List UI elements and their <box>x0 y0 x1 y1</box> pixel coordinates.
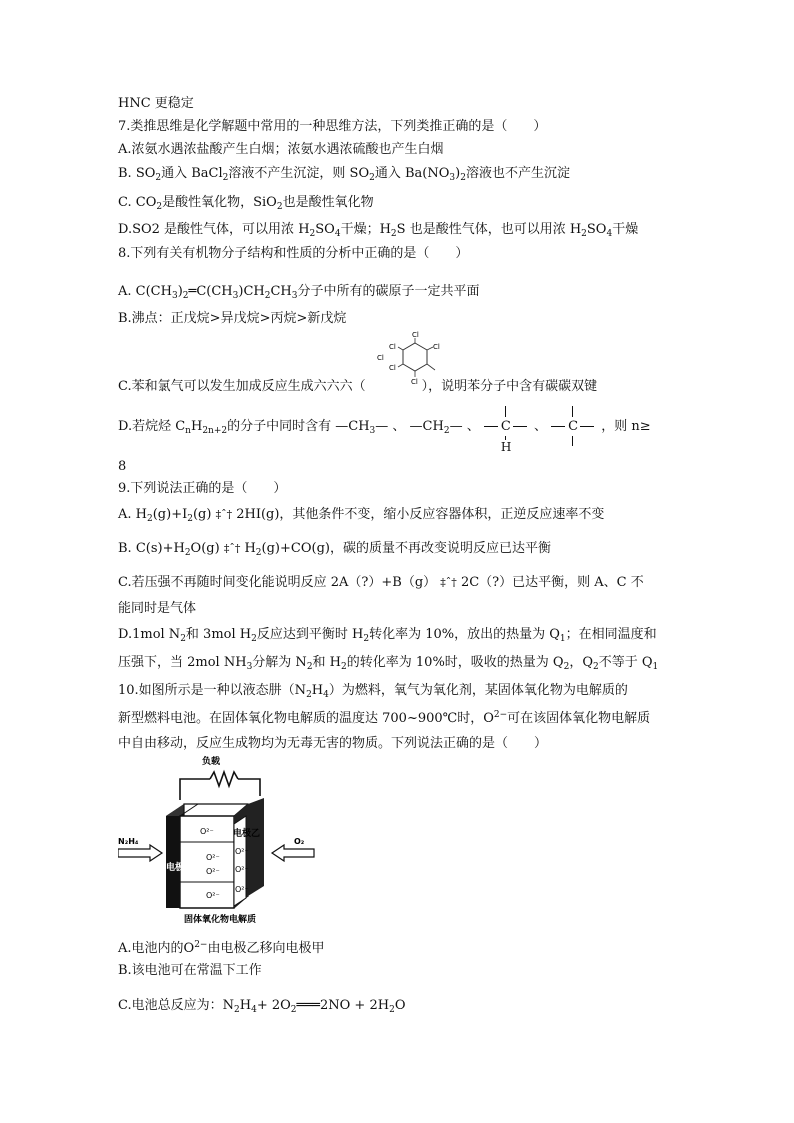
chlorine-label: Cl <box>411 378 418 386</box>
q8-stem: 8.下列有关有机物分子结构和性质的分析中正确的是（ ） <box>118 246 469 261</box>
q9-option-c-cont: 能同时是气体 <box>118 601 197 616</box>
ion-label: O²⁻ <box>235 847 249 856</box>
q8-option-d: D.若烷烃 $C_nH_{2n+2}$的分子中同时含有 $—CH_3—$ 、 $—CH_2—$ 、 C H 、 C ，则 n≥ <box>118 418 651 436</box>
q9-option-c: C.若压强不再随时间变化能说明反应 2A（?）+B（g） ‡ˆ† 2C（?）已达平衡，则 A、C 不 <box>118 575 644 590</box>
q9-stem: 9.下列说法正确的是（ ） <box>118 481 287 496</box>
fuel-cell-diagram <box>118 752 318 924</box>
q10-stem-line3: 中自由移动，反应生成物均为无毒无害的物质。下列说法正确的是（ ） <box>118 736 548 751</box>
electrode-b-label: 电极乙 <box>233 829 261 839</box>
electrolyte-caption: 固体氧化物电解质 <box>184 915 257 924</box>
quaternary-carbon-group: C <box>551 418 597 436</box>
chlorine-label: Cl <box>412 331 419 339</box>
q10-option-c: C.电池总反应为：$N_2H_4+$ $2O_2═══2NO + 2H_2O$ <box>118 998 406 1015</box>
q7-option-b: B. $SO_2$通入 BaCl$_2$溶液不产生沉淀，则 $SO_2$通入 $Ba(NO_3)_2$溶液也不产生沉淀 <box>118 166 570 183</box>
q8-option-b: B.沸点：正戊烷>异戊烷>丙烷>新戊烷 <box>118 311 347 326</box>
fuel-label: N₂H₄ <box>118 837 139 846</box>
q10-stem: 10.如图所示是一种以液态肼$(N_2H_4)$为燃料，氧气为氧化剂，某固体氧化物为电解质的 <box>118 683 628 700</box>
q10-stem-line2: 新型燃料电池。在固体氧化物电解质的温度达 700~900℃时，$O^{2-}$可在该固体氧化物电解质 <box>118 710 651 726</box>
load-label: 负载 <box>202 757 221 767</box>
equilibrium-arrow-icon: ‡ˆ† <box>223 542 241 555</box>
ion-label: O²⁻ <box>206 853 220 862</box>
methine-group: C H <box>484 418 530 436</box>
ion-label: O²⁻ <box>200 827 214 836</box>
q8-option-c: C.苯和氯气可以发生加成反应生成六六六（ ），说明苯分子中含有碳碳双键 <box>118 379 598 394</box>
chlorine-label: Cl <box>389 343 396 351</box>
q8-option-a: A. $C(CH_3)_2═C(CH_3)CH_2CH_3$分子中所有的碳原子一定共平面 <box>118 284 480 301</box>
equilibrium-arrow-icon: ‡ˆ† <box>215 508 233 521</box>
electrode-a-label: 电极甲 <box>166 863 194 873</box>
oxidant-label: O₂ <box>294 837 305 846</box>
q9-option-d: D.1mol $N_2$和 3mol $H_2$反应达到平衡时 $H_2$转化率为 10%，放出的热量为 $Q_1$；在相同温度和 <box>118 627 657 644</box>
ion-label: O²⁻ <box>235 885 249 894</box>
q9-option-d-cont: 压强下，当 2mol $NH_3$分解为 $N_2$和 $H_2$的转化率为 10%时，吸收的热量为 $Q_2$，$Q_2$不等于 $Q_1$ <box>118 655 659 672</box>
equilibrium-arrow-icon: ‡ˆ† <box>440 576 457 589</box>
q7-option-c: C. $CO_2$是酸性氧化物，SiO$_2$也是酸性氧化物 <box>118 195 374 212</box>
ion-label: O²⁻ <box>206 891 220 900</box>
q7-option-d: D.SO2 是酸性气体，可以用浓 $H_2SO_4$干燥；$H_2S$ 也是酸性气体，也可以用浓 $H_2SO_4$干燥 <box>118 222 639 239</box>
q7-option-a: A.浓氨水遇浓盐酸产生白烟；浓氨水遇浓硫酸也产生白烟 <box>118 142 444 157</box>
header-note: HNC 更稳定 <box>118 96 194 111</box>
q9-option-b: B. $C(s)+H_2O(g)$ ‡ˆ† $H_2(g)+CO(g)$，碳的质量不再改变说明反应已达平衡 <box>118 541 551 558</box>
ion-label: O²⁻ <box>206 867 220 876</box>
chlorine-label: Cl <box>389 364 396 372</box>
q10-option-b: B.该电池可在常温下工作 <box>118 963 262 978</box>
ion-label: O²⁻ <box>235 865 249 874</box>
q7-stem: 7.类推思维是化学解题中常用的一种思维方法，下列类推正确的是（ ） <box>118 119 547 134</box>
q8-option-d-cont: 8 <box>118 459 127 474</box>
chlorine-label: Cl <box>433 343 440 351</box>
chlorine-label: Cl <box>377 354 384 362</box>
q10-option-a: A.电池内的$O^{2-}$由电极乙移向电极甲 <box>118 940 325 956</box>
q9-option-a: A. $H_2(g)+I_2(g)$ ‡ˆ† 2HI(g)，其他条件不变，缩小反应容器体积，正逆反应速率不变 <box>118 507 605 524</box>
